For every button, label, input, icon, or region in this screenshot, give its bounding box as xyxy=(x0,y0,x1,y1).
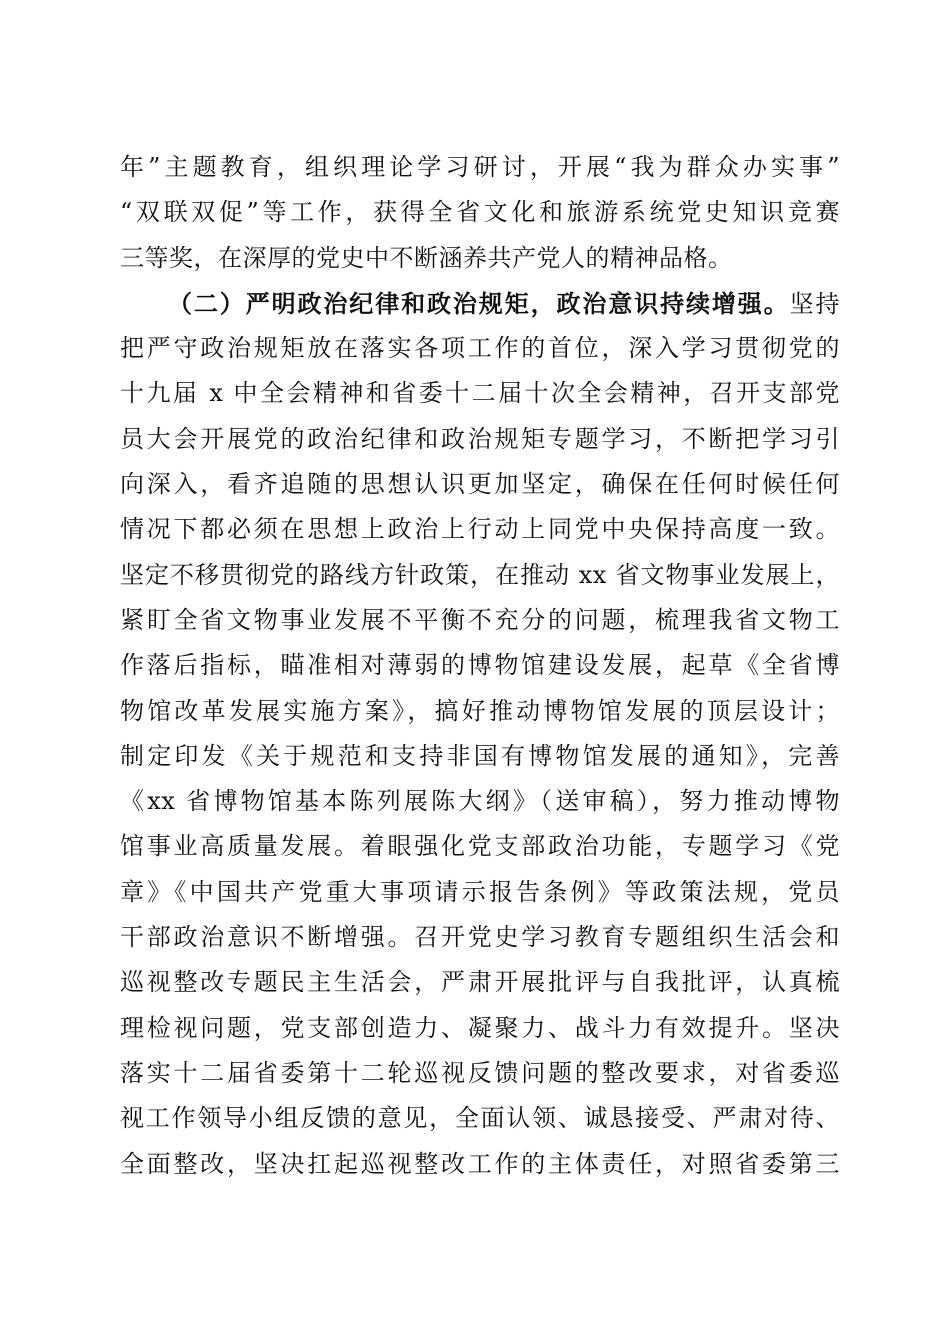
text-line: 年”主题教育，组织理论学习研讨，开展“我为群众办实事” xyxy=(120,153,840,181)
text-line: 员大会开展党的政治纪律和政治规矩专题学习，不断把学习引 xyxy=(120,424,840,453)
text-line: 作落后指标，瞄准相对薄弱的博物馆建设发展，起草《全省博 xyxy=(120,651,840,680)
text-line: 物馆改革发展实施方案》，搞好推动博物馆发展的顶层设计； xyxy=(120,696,840,725)
text-fragment: 坚持 xyxy=(789,289,841,318)
text-line: “双联双促”等工作，获得全省文化和旅游系统党史知识竞赛 xyxy=(120,198,840,227)
text-line: 落实十二届省委第十二轮巡视反馈问题的整改要求，对省委巡 xyxy=(120,1058,840,1087)
section-heading-line xyxy=(120,281,840,326)
text-line: 紧盯全省文物事业发展不平衡不充分的问题，梳理我省文物工 xyxy=(120,605,840,634)
text-line: 理检视问题，党支部创造力、凝聚力、战斗力有效提升。坚决 xyxy=(120,1013,840,1042)
text-line: 视工作领导小组反馈的意见，全面认领、诚恳接受、严肃对待、 xyxy=(120,1104,840,1133)
text-line: 三等奖，在深厚的党史中不断涵养共产党人的精神品格。 xyxy=(120,243,733,272)
text-line: 《xx 省博物馆基本陈列展陈大纲》（送审稿），努力推动博物 xyxy=(120,787,840,816)
text-line: 章》《中国共产党重大事项请示报告条例》等政策法规，党员 xyxy=(120,877,840,906)
text-line: 干部政治意识不断增强。召开党史学习教育专题组织生活会和 xyxy=(120,923,840,952)
text-line: 情况下都必须在思想上政治上行动上同党中央保持高度一致。 xyxy=(120,515,840,544)
section-heading: （二）严明政治纪律和政治规矩，政治意识持续增强。 xyxy=(168,288,790,318)
document-body xyxy=(120,145,840,1187)
text-line: 十九届 x 中全会精神和省委十二届十次全会精神，召开支部党 xyxy=(120,379,840,408)
text-line: 全面整改，坚决扛起巡视整改工作的主体责任，对照省委第三 xyxy=(120,1149,840,1178)
text-line: 制定印发《关于规范和支持非国有博物馆发展的通知》，完善 xyxy=(120,741,840,770)
text-line: 向深入，看齐追随的思想认识更加坚定，确保在任何时候任何 xyxy=(120,470,840,499)
text-line: 巡视整改专题民主生活会，严肃开展批评与自我批评，认真梳 xyxy=(120,968,840,997)
text-line: 把严守政治规矩放在落实各项工作的首位，深入学习贯彻党的 xyxy=(120,334,840,363)
text-line: 坚定不移贯彻党的路线方针政策，在推动 xx 省文物事业发展上， xyxy=(120,560,840,589)
text-line: 馆事业高质量发展。着眼强化党支部政治功能，专题学习《党 xyxy=(120,832,840,861)
